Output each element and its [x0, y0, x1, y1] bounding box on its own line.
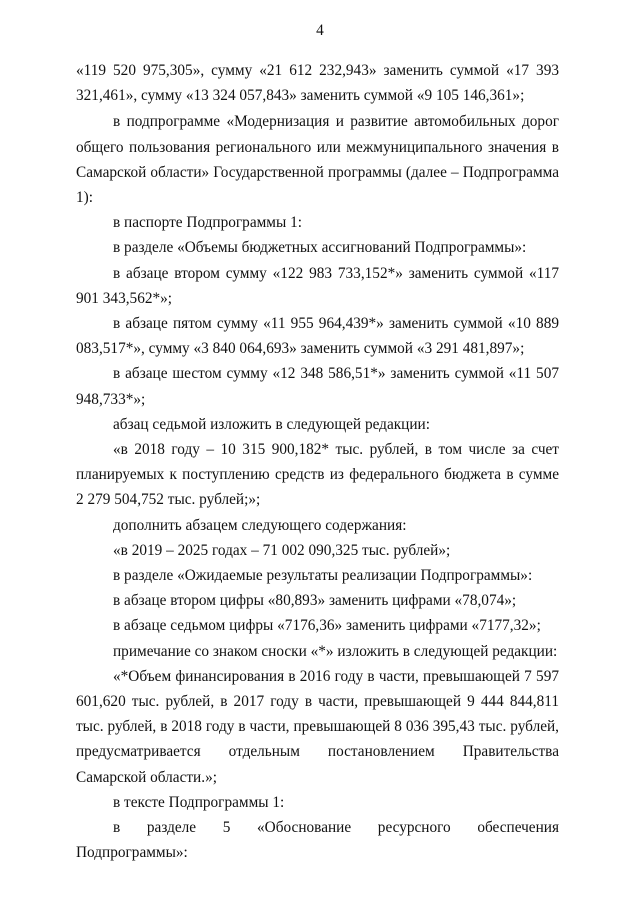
paragraph: в абзаце втором цифры «80,893» заменить цифрами «78,074»; — [113, 592, 517, 610]
paragraph: дополнить абзацем следующего содержания: — [113, 516, 407, 534]
paragraph: в разделе 5 «Обоснование ресурсного обеспечения Подпрограммы»: — [76, 819, 559, 862]
paragraph: абзац седьмой изложить в следующей редакции: — [113, 415, 430, 433]
paragraph: «119 520 975,305», сумму «21 612 232,943» заменить суммой «17 393 321,461», сумму «13 324 057,843» заменить суммой «9 105 146,361»; — [76, 62, 559, 105]
paragraph: в абзаце втором сумму «122 983 733,152*» заменить суммой «117 901 343,562*»; — [76, 264, 559, 307]
paragraph: примечание со знаком сноски «*» изложить в следующей редакции: — [113, 642, 558, 660]
paragraph: в паспорте Подпрограммы 1: — [113, 214, 302, 232]
paragraph: в абзаце шестом сумму «12 348 586,51*» заменить суммой «11 507 948,733*»; — [76, 365, 559, 408]
paragraph: в подпрограмме «Модернизация и развитие автомобильных дорог общего пользования регионального или межмуниципального значения в Самарской области» Государственной программы (далее – Подпрограмма 1): — [76, 113, 559, 207]
document-body — [76, 58, 559, 866]
paragraph: в тексте Подпрограммы 1: — [113, 793, 285, 811]
paragraph: в разделе «Ожидаемые результаты реализации Подпрограммы»: — [113, 567, 533, 585]
paragraph: «в 2019 – 2025 годах – 71 002 090,325 тыс. рублей»; — [113, 541, 451, 559]
paragraph: «в 2018 году – 10 315 900,182* тыс. рублей, в том числе за счет планируемых к поступлению средств из федерального бюджета в сумме 2 279 504,752 тыс. рублей;»; — [76, 441, 559, 509]
paragraph: в абзаце пятом сумму «11 955 964,439*» заменить суммой «10 889 083,517*», сумму «3 840 064,693» заменить суммой «3 291 481,897»; — [76, 315, 559, 358]
paragraph: в разделе «Объемы бюджетных ассигнований Подпрограммы»: — [113, 239, 527, 257]
paragraph: в абзаце седьмом цифры «7176,36» заменить цифрами «7177,32»; — [113, 617, 541, 635]
paragraph: «*Объем финансирования в 2016 году в части, превышающей 7 597 601,620 тыс. рублей, в 2017 году в части, превышающей 9 444 844,811 тыс. рублей, в 2018 году в части, превышающей 8 036 395,43 тыс. рублей, предусматривается отдельным постановлением Правительства Самарской области.»; — [76, 667, 559, 786]
page-number: 4 — [316, 22, 324, 39]
